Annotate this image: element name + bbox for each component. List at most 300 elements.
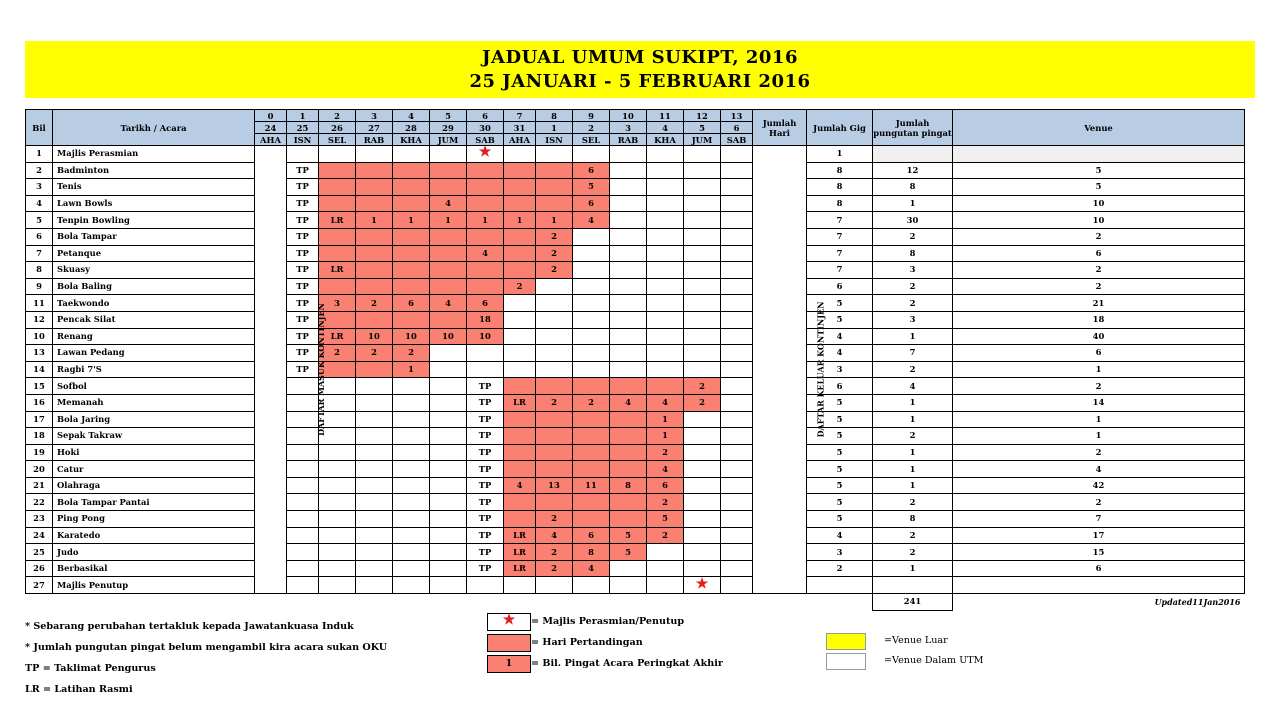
- empty-cell: [610, 245, 647, 262]
- row-jumlah-hari: [807, 577, 873, 594]
- day-index-header: 6: [467, 110, 504, 122]
- row-jumlah-hari: 5: [807, 511, 873, 528]
- tp-cell: TP: [467, 511, 504, 528]
- empty-cell: [356, 378, 393, 395]
- row-bil: 24: [26, 527, 53, 544]
- date-header: 26: [319, 122, 356, 134]
- tp-cell: TP: [467, 544, 504, 561]
- competition-day-cell: [319, 179, 356, 196]
- row-jumlah-pingat: 1: [953, 428, 1245, 445]
- row-event: Pencak Silat: [53, 311, 255, 328]
- empty-cell: [356, 411, 393, 428]
- row-jumlah-hari: 3: [807, 361, 873, 378]
- competition-day-cell: [610, 378, 647, 395]
- empty-cell: [536, 328, 573, 345]
- row-event: Badminton: [53, 162, 255, 179]
- empty-cell: [610, 162, 647, 179]
- ceremony-cell: [467, 146, 504, 163]
- competition-day-cell: [467, 278, 504, 295]
- competition-day-cell: [393, 245, 430, 262]
- lr-cell: LR: [504, 394, 536, 411]
- empty-cell: [356, 544, 393, 561]
- row-jumlah-gig: 1: [873, 444, 953, 461]
- day-index-header: 4: [393, 110, 430, 122]
- empty-cell: [647, 162, 684, 179]
- competition-day-cell: [573, 461, 610, 478]
- empty-cell: [504, 146, 536, 163]
- empty-cell: [721, 411, 753, 428]
- empty-cell: [573, 311, 610, 328]
- competition-day-cell: [393, 278, 430, 295]
- medal-count-cell: 18: [467, 311, 504, 328]
- empty-cell: [721, 560, 753, 577]
- medal-count-cell: 2: [536, 544, 573, 561]
- empty-cell: [610, 295, 647, 312]
- empty-cell: [393, 378, 430, 395]
- competition-day-cell: [356, 278, 393, 295]
- medal-count-cell: 2: [647, 494, 684, 511]
- row-bil: 25: [26, 544, 53, 561]
- empty-cell: [536, 345, 573, 362]
- empty-cell: [393, 577, 430, 594]
- empty-cell: [721, 511, 753, 528]
- tp-cell: TP: [467, 428, 504, 445]
- schedule-table: [25, 109, 1245, 611]
- competition-day-cell: [504, 494, 536, 511]
- legend-hari-label: = Hari Pertandingan: [531, 637, 643, 648]
- row-jumlah-gig: 2: [873, 428, 953, 445]
- empty-cell: [573, 295, 610, 312]
- row-jumlah-gig: 1: [873, 461, 953, 478]
- row-event: Sepak Takraw: [53, 428, 255, 445]
- tp-cell: TP: [287, 328, 319, 345]
- competition-day-cell: [356, 228, 393, 245]
- empty-cell: [356, 511, 393, 528]
- row-jumlah-gig: [873, 577, 953, 594]
- competition-day-cell: [647, 378, 684, 395]
- tp-cell: TP: [467, 394, 504, 411]
- table-row: [26, 146, 1245, 163]
- empty-cell: [356, 146, 393, 163]
- empty-cell: [721, 262, 753, 279]
- row-jumlah-gig: 8: [873, 511, 953, 528]
- tp-cell: TP: [467, 378, 504, 395]
- empty-cell: [319, 494, 356, 511]
- row-jumlah-gig: 3: [873, 311, 953, 328]
- medal-count-cell: 1: [536, 212, 573, 229]
- date-header: 6: [721, 122, 753, 134]
- row-bil: 11: [26, 295, 53, 312]
- competition-day-cell: [430, 228, 467, 245]
- row-event: Taekwondo: [53, 295, 255, 312]
- medal-count-cell: 6: [647, 477, 684, 494]
- row-jumlah-hari: 7: [807, 262, 873, 279]
- empty-cell: [721, 394, 753, 411]
- empty-cell: [319, 577, 356, 594]
- tp-cell: TP: [467, 477, 504, 494]
- row-event: Judo: [53, 544, 255, 561]
- note-lr: LR = Latihan Rasmi: [25, 684, 133, 695]
- empty-cell: [319, 146, 356, 163]
- weekday-header: RAB: [610, 134, 647, 146]
- tp-cell: TP: [287, 162, 319, 179]
- tp-cell: TP: [467, 461, 504, 478]
- row-jumlah-pingat: 1: [953, 411, 1245, 428]
- empty-cell: [430, 577, 467, 594]
- table-row: [26, 560, 1245, 577]
- empty-cell: [721, 278, 753, 295]
- row-bil: 7: [26, 245, 53, 262]
- empty-cell: [721, 428, 753, 445]
- row-bil: 19: [26, 444, 53, 461]
- competition-day-cell: [356, 311, 393, 328]
- empty-cell: [430, 345, 467, 362]
- date-header: 30: [467, 122, 504, 134]
- legend-pingat-value: 1: [505, 658, 513, 669]
- row-jumlah-gig: 4: [873, 378, 953, 395]
- empty-cell: [684, 527, 721, 544]
- total-pingat: 241: [873, 594, 953, 611]
- table-row: [26, 577, 1245, 594]
- row-jumlah-hari: 1: [807, 146, 873, 163]
- empty-cell: [536, 311, 573, 328]
- competition-day-cell: [536, 195, 573, 212]
- medal-count-cell: 2: [319, 345, 356, 362]
- empty-cell: [573, 146, 610, 163]
- medal-count-cell: 6: [573, 195, 610, 212]
- empty-cell: [356, 477, 393, 494]
- row-jumlah-gig: 3: [873, 262, 953, 279]
- row-jumlah-pingat: 10: [953, 195, 1245, 212]
- row-bil: 12: [26, 311, 53, 328]
- empty-cell: [684, 295, 721, 312]
- medal-count-cell: 2: [536, 511, 573, 528]
- empty-cell: [287, 444, 319, 461]
- empty-cell: [573, 577, 610, 594]
- empty-cell: [287, 511, 319, 528]
- row-jumlah-gig: 1: [873, 560, 953, 577]
- day-index-header: 5: [430, 110, 467, 122]
- row-bil: 14: [26, 361, 53, 378]
- empty-cell: [356, 527, 393, 544]
- row-jumlah-gig: 8: [873, 179, 953, 196]
- tp-cell: TP: [287, 345, 319, 362]
- competition-day-cell: [573, 411, 610, 428]
- row-event: Ping Pong: [53, 511, 255, 528]
- lr-cell: LR: [504, 560, 536, 577]
- medal-count-cell: 2: [536, 262, 573, 279]
- tp-cell: TP: [287, 278, 319, 295]
- table-row: [26, 212, 1245, 229]
- row-jumlah-hari: 5: [807, 444, 873, 461]
- row-jumlah-gig: 2: [873, 278, 953, 295]
- empty-cell: [684, 278, 721, 295]
- empty-cell: [573, 245, 610, 262]
- empty-cell: [573, 278, 610, 295]
- empty-cell: [647, 212, 684, 229]
- competition-day-cell: [504, 179, 536, 196]
- row-jumlah-gig: 2: [873, 494, 953, 511]
- empty-cell: [721, 311, 753, 328]
- empty-cell: [430, 411, 467, 428]
- medal-count-cell: 1: [393, 212, 430, 229]
- row-jumlah-hari: 8: [807, 195, 873, 212]
- medal-count-cell: 5: [573, 179, 610, 196]
- competition-day-cell: [504, 378, 536, 395]
- note-tp: TP = Taklimat Pengurus: [25, 663, 156, 674]
- empty-cell: [319, 444, 356, 461]
- empty-cell: [610, 195, 647, 212]
- competition-day-cell: [573, 494, 610, 511]
- empty-cell: [721, 361, 753, 378]
- row-jumlah-hari: 8: [807, 162, 873, 179]
- competition-day-cell: [356, 262, 393, 279]
- row-jumlah-hari: 5: [807, 494, 873, 511]
- empty-cell: [356, 494, 393, 511]
- empty-cell: [721, 162, 753, 179]
- medal-count-cell: 1: [356, 212, 393, 229]
- row-jumlah-pingat: 10: [953, 212, 1245, 229]
- row-jumlah-gig: 2: [873, 295, 953, 312]
- competition-day-cell: [356, 162, 393, 179]
- empty-cell: [721, 378, 753, 395]
- empty-cell: [536, 361, 573, 378]
- event-header: Tarikh / Acara: [53, 110, 255, 146]
- medal-count-cell: 2: [647, 527, 684, 544]
- empty-cell: [287, 577, 319, 594]
- empty-cell: [319, 560, 356, 577]
- empty-cell: [647, 179, 684, 196]
- row-jumlah-pingat: 2: [953, 494, 1245, 511]
- competition-day-cell: [504, 444, 536, 461]
- competition-day-cell: [610, 494, 647, 511]
- row-jumlah-pingat: 1: [953, 361, 1245, 378]
- competition-day-cell: [504, 511, 536, 528]
- row-jumlah-hari: 7: [807, 245, 873, 262]
- medal-count-cell: 6: [573, 162, 610, 179]
- row-bil: 22: [26, 494, 53, 511]
- empty-cell: [287, 146, 319, 163]
- empty-cell: [393, 444, 430, 461]
- empty-cell: [393, 477, 430, 494]
- tp-cell: TP: [287, 195, 319, 212]
- empty-cell: [430, 461, 467, 478]
- row-jumlah-hari: 5: [807, 477, 873, 494]
- empty-cell: [319, 461, 356, 478]
- row-bil: 6: [26, 228, 53, 245]
- medal-count-cell: 4: [647, 461, 684, 478]
- empty-cell: [721, 228, 753, 245]
- competition-day-cell: [319, 278, 356, 295]
- medal-count-cell: 2: [684, 394, 721, 411]
- empty-cell: [610, 146, 647, 163]
- empty-cell: [684, 477, 721, 494]
- empty-cell: [647, 245, 684, 262]
- table-row: [26, 345, 1245, 362]
- competition-day-cell: [610, 411, 647, 428]
- day-index-header: 8: [536, 110, 573, 122]
- empty-cell: [721, 494, 753, 511]
- day-index-header: 12: [684, 110, 721, 122]
- row-event: Bola Tampar Pantai: [53, 494, 255, 511]
- row-event: Olahraga: [53, 477, 255, 494]
- row-jumlah-hari: 5: [807, 311, 873, 328]
- row-jumlah-pingat: 6: [953, 245, 1245, 262]
- day-index-header: 9: [573, 110, 610, 122]
- row-event: Bola Jaring: [53, 411, 255, 428]
- medal-count-cell: 6: [467, 295, 504, 312]
- empty-cell: [356, 461, 393, 478]
- competition-day-cell: [610, 511, 647, 528]
- jumlah-gig-header: Jumlah Gig: [807, 110, 873, 146]
- tp-cell: TP: [467, 560, 504, 577]
- empty-cell: [684, 228, 721, 245]
- star-icon: ★: [695, 575, 709, 592]
- empty-cell: [287, 477, 319, 494]
- row-event: Lawn Bowls: [53, 195, 255, 212]
- medal-count-cell: 4: [610, 394, 647, 411]
- competition-day-cell: [393, 195, 430, 212]
- competition-day-cell: [430, 245, 467, 262]
- empty-cell: [647, 311, 684, 328]
- venue-dalam-swatch: [826, 653, 866, 670]
- empty-cell: [684, 345, 721, 362]
- medal-count-cell: 4: [430, 295, 467, 312]
- jumlah-hari-header: Jumlah Hari: [753, 110, 807, 146]
- tp-cell: TP: [467, 527, 504, 544]
- row-jumlah-hari: 5: [807, 394, 873, 411]
- weekday-header: ISN: [536, 134, 573, 146]
- row-event: Renang: [53, 328, 255, 345]
- weekday-header: SEL: [319, 134, 356, 146]
- empty-cell: [610, 361, 647, 378]
- empty-cell: [504, 328, 536, 345]
- notes: [25, 616, 387, 700]
- empty-cell: [319, 544, 356, 561]
- row-jumlah-hari: 8: [807, 179, 873, 196]
- competition-day-cell: [319, 228, 356, 245]
- row-bil: 20: [26, 461, 53, 478]
- date-header: 5: [684, 122, 721, 134]
- medal-count-cell: 2: [684, 378, 721, 395]
- empty-cell: [319, 527, 356, 544]
- empty-cell: [610, 212, 647, 229]
- weekday-header: KHA: [393, 134, 430, 146]
- empty-cell: [647, 577, 684, 594]
- competition-day-cell: [504, 428, 536, 445]
- empty-cell: [356, 394, 393, 411]
- jumlah-pingat-header: Jumlah pungutan pingat: [873, 110, 953, 146]
- empty-cell: [430, 560, 467, 577]
- row-event: Tenis: [53, 179, 255, 196]
- empty-cell: [684, 511, 721, 528]
- row-jumlah-gig: 30: [873, 212, 953, 229]
- competition-day-cell: [467, 262, 504, 279]
- row-jumlah-pingat: 7: [953, 511, 1245, 528]
- day-index-header: 1: [287, 110, 319, 122]
- empty-cell: [430, 378, 467, 395]
- weekday-header: KHA: [647, 134, 684, 146]
- empty-cell: [684, 328, 721, 345]
- row-bil: 4: [26, 195, 53, 212]
- table-row: [26, 477, 1245, 494]
- day-index-header: 10: [610, 110, 647, 122]
- row-jumlah-gig: 1: [873, 328, 953, 345]
- empty-cell: [721, 527, 753, 544]
- date-header: 2: [573, 122, 610, 134]
- medal-count-cell: 5: [610, 544, 647, 561]
- empty-cell: [610, 179, 647, 196]
- row-jumlah-hari: 5: [807, 295, 873, 312]
- competition-day-cell: [536, 461, 573, 478]
- star-icon: ★: [478, 144, 492, 161]
- weekday-header: AHA: [255, 134, 287, 146]
- medal-count-cell: 10: [356, 328, 393, 345]
- empty-cell: [684, 146, 721, 163]
- competition-day-cell: [536, 428, 573, 445]
- weekday-header: ISN: [287, 134, 319, 146]
- medal-count-cell: 11: [573, 477, 610, 494]
- row-event: Berbasikal: [53, 560, 255, 577]
- empty-cell: [504, 577, 536, 594]
- row-jumlah-hari: 6: [807, 378, 873, 395]
- empty-cell: [721, 245, 753, 262]
- competition-day-cell: [430, 278, 467, 295]
- medal-count-cell: 2: [393, 345, 430, 362]
- row-jumlah-hari: 4: [807, 527, 873, 544]
- empty-cell: [647, 262, 684, 279]
- empty-cell: [393, 146, 430, 163]
- medal-count-cell: 5: [647, 511, 684, 528]
- competition-day-cell: [610, 428, 647, 445]
- row-jumlah-hari: 7: [807, 228, 873, 245]
- empty-cell: [610, 328, 647, 345]
- lr-cell: LR: [319, 212, 356, 229]
- row-jumlah-gig: 2: [873, 544, 953, 561]
- empty-cell: [536, 146, 573, 163]
- lr-cell: LR: [319, 262, 356, 279]
- table-row: [26, 361, 1245, 378]
- medal-count-cell: 2: [647, 444, 684, 461]
- medal-count-cell: 8: [610, 477, 647, 494]
- row-jumlah-pingat: 2: [953, 444, 1245, 461]
- competition-day-cell: [536, 411, 573, 428]
- medal-count-cell: 2: [356, 295, 393, 312]
- competition-day-cell: [610, 444, 647, 461]
- table-row: [26, 378, 1245, 395]
- table-row: [26, 162, 1245, 179]
- competition-day-cell: [504, 245, 536, 262]
- empty-cell: [647, 195, 684, 212]
- empty-cell: [721, 295, 753, 312]
- empty-cell: [393, 428, 430, 445]
- empty-cell: [647, 345, 684, 362]
- empty-cell: [647, 295, 684, 312]
- table-row: [26, 544, 1245, 561]
- row-bil: 8: [26, 262, 53, 279]
- table-row: [26, 195, 1245, 212]
- empty-cell: [610, 560, 647, 577]
- empty-cell: [393, 511, 430, 528]
- empty-cell: [721, 328, 753, 345]
- empty-cell: [684, 212, 721, 229]
- competition-day-cell: [393, 179, 430, 196]
- competition-day-cell: [504, 195, 536, 212]
- star-icon: ★: [502, 612, 516, 628]
- row-jumlah-pingat: 5: [953, 162, 1245, 179]
- row-event: Karatedo: [53, 527, 255, 544]
- title-banner: [25, 41, 1255, 98]
